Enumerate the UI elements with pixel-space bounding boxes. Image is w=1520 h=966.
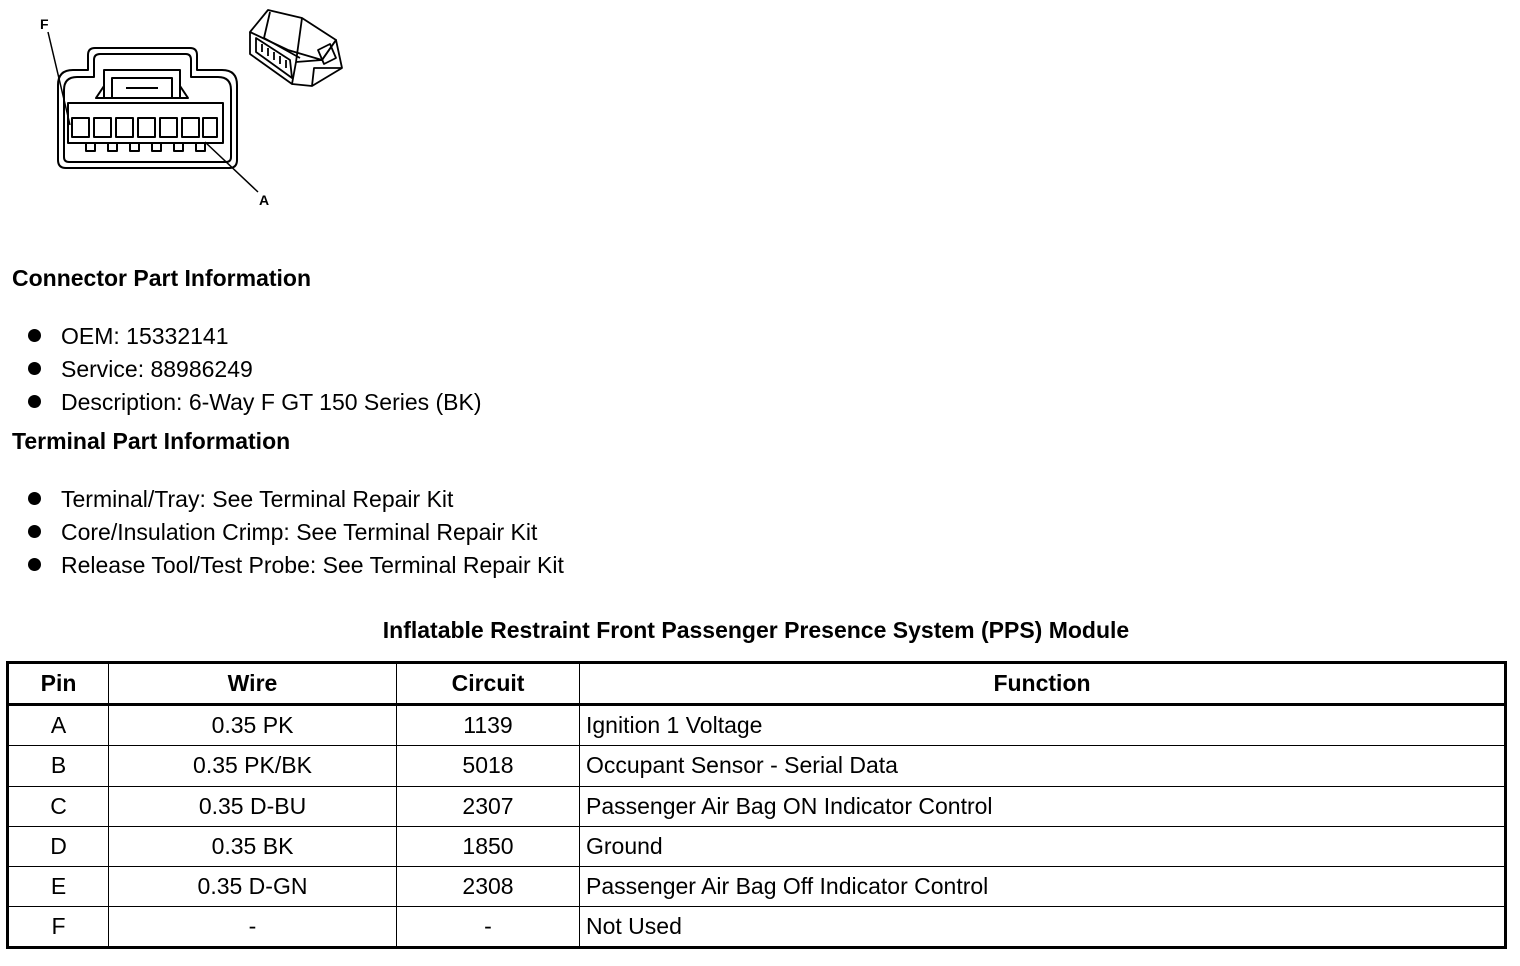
cell-function: Ignition 1 Voltage [580, 705, 1506, 746]
cell-function: Ground [580, 826, 1506, 866]
bullet-icon [28, 395, 41, 408]
pinout-table-title: Inflatable Restraint Front Passenger Presence System (PPS) Module [382, 617, 1130, 643]
cell-wire: 0.35 PK/BK [109, 746, 397, 786]
bullet-icon [28, 558, 41, 571]
header-wire: Wire [109, 663, 397, 705]
cell-wire: 0.35 D-BU [109, 786, 397, 826]
cell-function: Not Used [580, 907, 1506, 948]
table-row [8, 907, 1506, 948]
table-row [8, 705, 1506, 746]
cell-pin: E [8, 866, 109, 906]
cell-pin: C [8, 786, 109, 826]
bullet-icon [28, 525, 41, 538]
table-header-row [8, 663, 1506, 705]
table-row [8, 866, 1506, 906]
header-pin: Pin [8, 663, 109, 705]
bullet-icon [28, 329, 41, 342]
connector-oem: OEM: 15332141 [61, 322, 229, 349]
cell-pin: A [8, 705, 109, 746]
terminal-tray: Terminal/Tray: See Terminal Repair Kit [61, 485, 454, 512]
cell-circuit: 1139 [397, 705, 580, 746]
list-item [28, 515, 564, 548]
core-insulation-crimp: Core/Insulation Crimp: See Terminal Repair Kit [61, 518, 538, 545]
cell-wire: - [109, 907, 397, 948]
list-item [28, 548, 564, 581]
cell-circuit: 2308 [397, 866, 580, 906]
cell-circuit: 5018 [397, 746, 580, 786]
cell-wire: 0.35 PK [109, 705, 397, 746]
pinout-table [6, 661, 1507, 949]
cell-function: Occupant Sensor - Serial Data [580, 746, 1506, 786]
bullet-icon [28, 362, 41, 375]
connector-diagram [0, 0, 380, 215]
cell-wire: 0.35 BK [109, 826, 397, 866]
cell-pin: D [8, 826, 109, 866]
table-row [8, 826, 1506, 866]
list-item [28, 319, 482, 352]
list-item [28, 385, 482, 418]
label-a: A [259, 192, 270, 208]
cell-circuit: - [397, 907, 580, 948]
connector-service: Service: 88986249 [61, 355, 253, 382]
cell-function: Passenger Air Bag Off Indicator Control [580, 866, 1506, 906]
label-f: F [40, 16, 49, 32]
cell-pin: B [8, 746, 109, 786]
cell-circuit: 1850 [397, 826, 580, 866]
cell-pin: F [8, 907, 109, 948]
release-tool-test-probe: Release Tool/Test Probe: See Terminal Repair Kit [61, 551, 564, 578]
table-row [8, 746, 1506, 786]
list-item [28, 352, 482, 385]
connector-face-view [58, 48, 237, 168]
cell-wire: 0.35 D-GN [109, 866, 397, 906]
connector-description: Description: 6-Way F GT 150 Series (BK) [61, 388, 482, 415]
terminal-part-info-list [28, 482, 564, 581]
terminal-part-info-heading: Terminal Part Information [12, 428, 291, 454]
header-circuit: Circuit [397, 663, 580, 705]
header-function: Function [580, 663, 1506, 705]
bullet-icon [28, 492, 41, 505]
table-row [8, 786, 1506, 826]
connector-part-info-heading: Connector Part Information [12, 265, 312, 291]
cell-function: Passenger Air Bag ON Indicator Control [580, 786, 1506, 826]
connector-part-info-list [28, 319, 482, 418]
connector-3d-view [250, 10, 342, 86]
cell-circuit: 2307 [397, 786, 580, 826]
list-item [28, 482, 564, 515]
